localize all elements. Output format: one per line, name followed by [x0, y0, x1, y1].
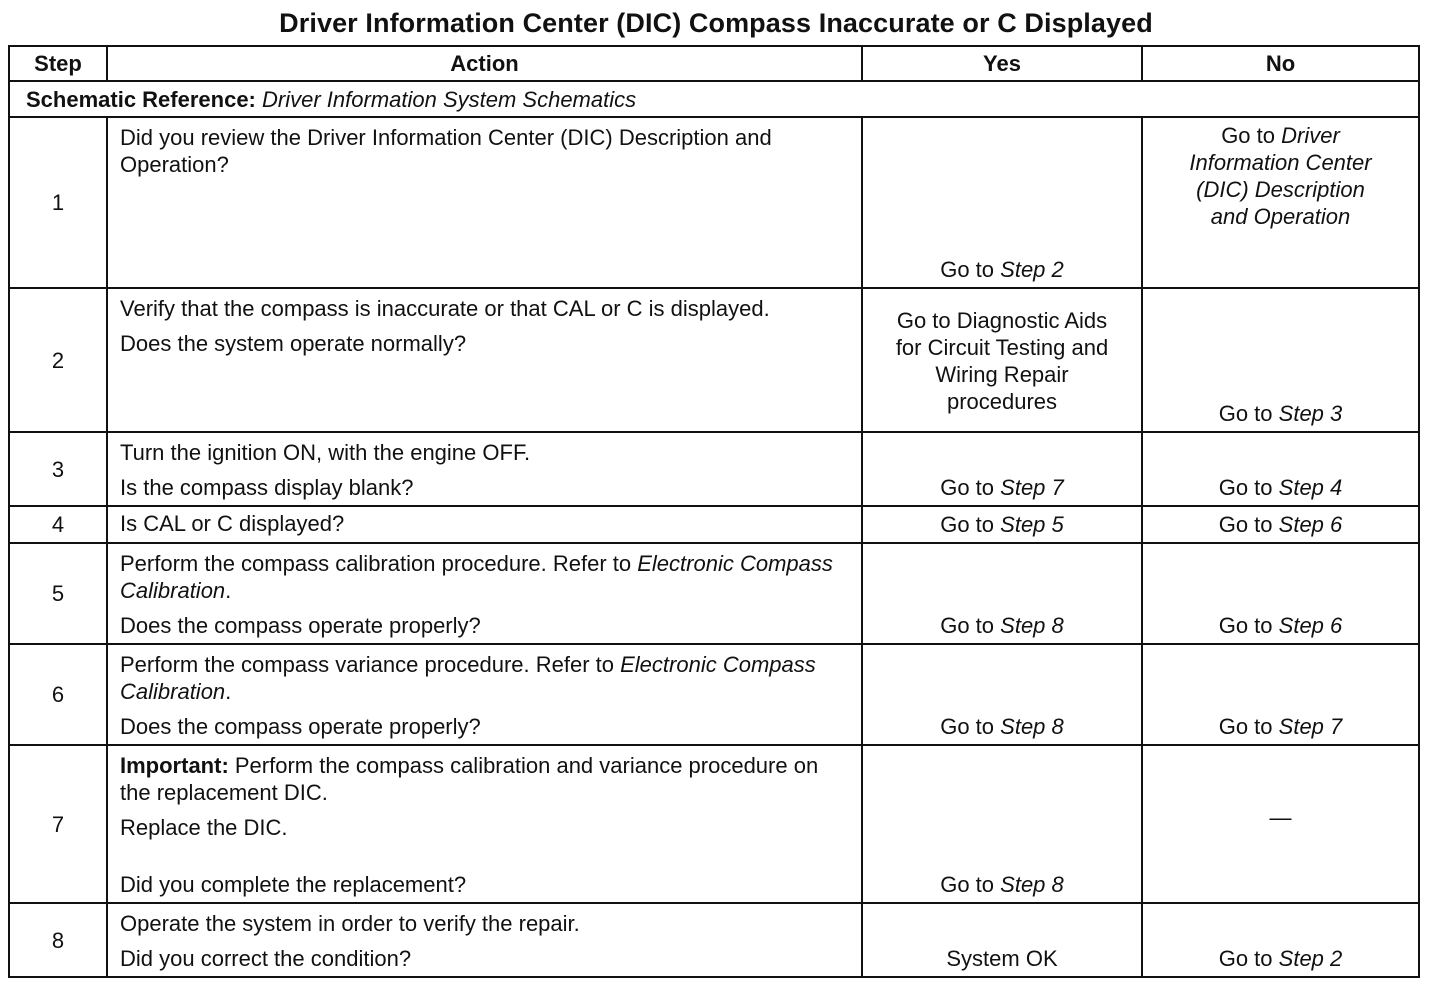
- step-link[interactable]: Step 6: [1278, 512, 1343, 537]
- important-text: Perform the compass calibration and variance procedure on the replacement DIC.: [120, 753, 819, 805]
- table-row: [9, 117, 1419, 288]
- go-to-text: Go to: [1218, 475, 1273, 500]
- no-cell: [1142, 745, 1419, 903]
- diagnostic-table: [8, 45, 1420, 978]
- step-number: 7: [9, 745, 107, 903]
- step-number: 1: [9, 117, 107, 288]
- yes-cell: [862, 543, 1142, 644]
- important-note: [120, 752, 851, 806]
- step-number: 8: [9, 903, 107, 977]
- system-ok-text: System OK: [946, 946, 1058, 971]
- no-cell: [1142, 506, 1419, 543]
- go-to-text: Go to: [1218, 401, 1273, 426]
- header-yes: Yes: [862, 46, 1142, 81]
- action-text: [120, 550, 851, 604]
- step-link[interactable]: Step 8: [1000, 613, 1064, 638]
- step-number: 3: [9, 432, 107, 506]
- step-number: 6: [9, 644, 107, 745]
- step-link[interactable]: Step 5: [1000, 512, 1064, 537]
- go-to-text: Go to: [1218, 613, 1273, 638]
- go-to-text: Go to: [1218, 714, 1273, 739]
- step-number: 5: [9, 543, 107, 644]
- reference-link[interactable]: Electronic Compass Calibration: [120, 551, 833, 603]
- action-cell: [107, 543, 862, 644]
- schematic-ref: Driver Information System Schematics: [262, 86, 637, 112]
- schematic-reference: [9, 81, 1419, 117]
- step-number: 2: [9, 288, 107, 432]
- header-step: Step: [9, 46, 107, 81]
- yes-cell: [862, 644, 1142, 745]
- no-action-dash: —: [1269, 804, 1292, 830]
- step-link[interactable]: Step 2: [1000, 257, 1064, 282]
- no-cell: [1142, 117, 1419, 288]
- action-text: Turn the ignition ON, with the engine OFF.: [120, 440, 531, 465]
- reference-link[interactable]: Driver Information Center (DIC) Description and Operation: [1189, 123, 1372, 229]
- no-cell: [1142, 432, 1419, 506]
- go-to-text: Go to: [1218, 512, 1273, 537]
- no-cell: [1142, 644, 1419, 745]
- table-row: [9, 644, 1419, 745]
- step-link[interactable]: Step 7: [1278, 714, 1343, 739]
- action-text-suffix: .: [225, 679, 232, 704]
- yes-cell: [862, 117, 1142, 288]
- no-cell: [1142, 903, 1419, 977]
- action-cell: [107, 506, 862, 543]
- action-text: [120, 651, 851, 705]
- table-header-row: [9, 46, 1419, 81]
- action-cell: [107, 644, 862, 745]
- header-action: Action: [107, 46, 862, 81]
- no-cell: [1142, 543, 1419, 644]
- table-row: [9, 745, 1419, 903]
- table-row: [9, 288, 1419, 432]
- go-to-text: Go to: [940, 257, 995, 282]
- action-text: Operate the system in order to verify the repair.: [120, 911, 580, 936]
- step-link[interactable]: Step 3: [1278, 401, 1343, 426]
- no-cell: [1142, 288, 1419, 432]
- step-link[interactable]: Step 8: [1000, 872, 1064, 897]
- action-cell: [107, 903, 862, 977]
- important-label: Important:: [120, 753, 229, 778]
- action-text: Verify that the compass is inaccurate or that CAL or C is displayed.: [120, 296, 770, 321]
- go-to-text: Go to: [940, 475, 995, 500]
- table-row: [9, 903, 1419, 977]
- schematic-label: Schematic Reference:: [26, 86, 256, 112]
- header-no: No: [1142, 46, 1419, 81]
- action-cell: [107, 745, 862, 903]
- action-question: Is CAL or C displayed?: [120, 511, 345, 536]
- action-cell: [107, 117, 862, 288]
- page-title: Driver Information Center (DIC) Compass Inaccurate or C Displayed: [279, 8, 1153, 38]
- action-text-prefix: Perform the compass variance procedure. Refer to: [120, 652, 621, 677]
- go-to-text: Go to: [1218, 946, 1273, 971]
- go-to-text: Go to: [940, 613, 995, 638]
- action-question: Does the compass operate properly?: [120, 714, 481, 739]
- action-text: Did you review the Driver Information Center (DIC) Description and Operation?: [120, 125, 772, 177]
- step-link[interactable]: Step 2: [1278, 946, 1343, 971]
- action-question: Does the compass operate properly?: [120, 613, 481, 638]
- step-link[interactable]: Step 7: [1000, 475, 1064, 500]
- action-text: Replace the DIC.: [120, 815, 288, 840]
- action-question: Did you complete the replacement?: [120, 872, 467, 897]
- go-to-text: Go to: [940, 872, 995, 897]
- action-cell: [107, 288, 862, 432]
- action-question: Is the compass display blank?: [120, 475, 414, 500]
- go-to-text: Go to: [940, 512, 995, 537]
- step-number: 4: [9, 506, 107, 543]
- action-text-suffix: .: [225, 578, 232, 603]
- yes-cell: [862, 432, 1142, 506]
- step-link[interactable]: Step 4: [1278, 475, 1343, 500]
- yes-cell: [862, 903, 1142, 977]
- reference-link[interactable]: Electronic Compass Calibration: [120, 652, 816, 704]
- table-row: [9, 543, 1419, 644]
- go-to-text: Go to: [940, 714, 995, 739]
- action-question: Does the system operate normally?: [120, 331, 467, 356]
- table-row: [9, 432, 1419, 506]
- step-link[interactable]: Step 6: [1278, 613, 1343, 638]
- yes-cell: [862, 506, 1142, 543]
- schematic-reference-row: [9, 81, 1419, 117]
- action-cell: [107, 432, 862, 506]
- go-to-text: Go to: [1221, 123, 1275, 148]
- action-question: Did you correct the condition?: [120, 946, 412, 971]
- action-text-prefix: Perform the compass calibration procedure. Refer to: [120, 551, 638, 576]
- yes-cell: [862, 288, 1142, 432]
- step-link[interactable]: Step 8: [1000, 714, 1064, 739]
- table-row: [9, 506, 1419, 543]
- diagnostic-aids-link[interactable]: Go to Diagnostic Aids for Circuit Testing and Wiring Repair procedures: [895, 308, 1109, 414]
- yes-cell: [862, 745, 1142, 903]
